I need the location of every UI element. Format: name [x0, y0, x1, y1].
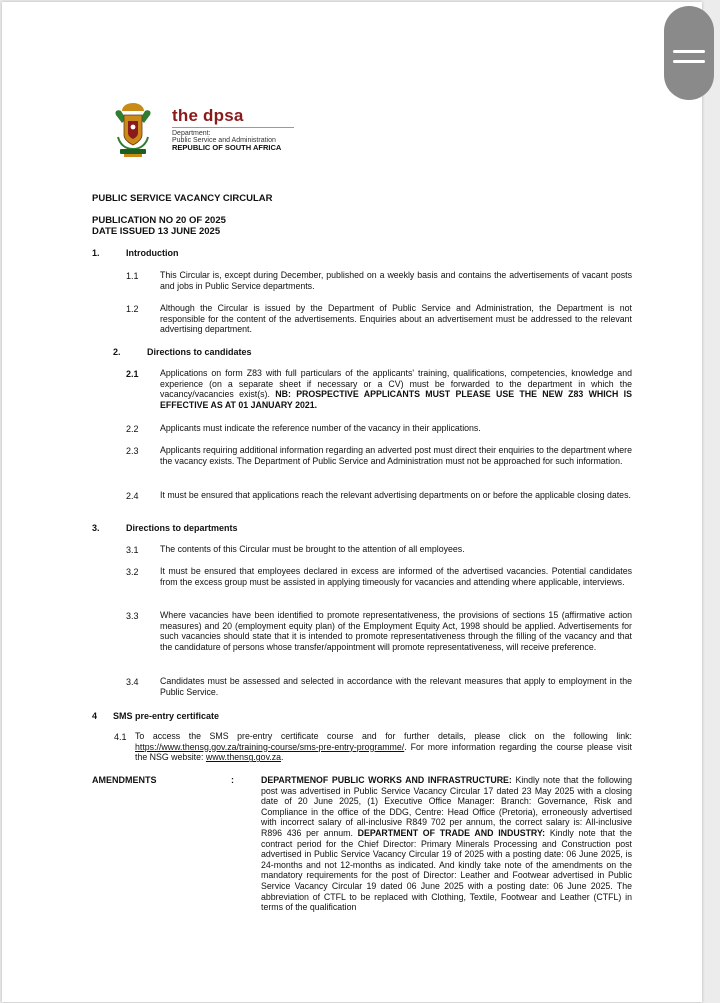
item-number: 2.3 — [126, 446, 139, 456]
amendments-label: AMENDMENTS — [92, 775, 157, 785]
menu-icon — [673, 50, 705, 53]
item-text: It must be ensured that applications reach the relevant advertising departments on or before the applicable closing dates. — [160, 490, 631, 500]
item-text: Applicants requiring additional information regarding an adverted post must direct their enquiries to the department where the vacancy exists. The Department of Public Service and Administration must not be approached for such information. — [160, 445, 632, 466]
item-text: Candidates must be assessed and selected in accordance with the relevant measures that apply to employment in the Public Service. — [160, 676, 632, 697]
section-3-title: Directions to departments — [126, 523, 238, 533]
date-issued: DATE ISSUED 13 JUNE 2025 — [92, 226, 221, 237]
amendments-text: DEPARTMENOF PUBLIC WORKS AND INFRASTRUCTURE: Kindly note that the following post was advertised in Public Service Vacancy Circular 17 dated 23 May 2025 with a closing date of 20 June 2025, (1) Executive Office Manager: Branch: Governance, Risk and Compliance in the office of the DDG, Centre: Head Office (Pretoria), erroneously advertised with incorrect salary of all-inclusive R849 702 per annum, the correct salary is: All-inclusive R896 436 per annum. DEPARTMENT OF TRADE AND INDUSTRY: Kindly note that the contract period for the Chief Director: Primary Minerals Processing and Construction post advertised in Public Service Vacancy Circular 19 of 2025 with a posting date: 06 June 2025, is 24-months and not 12-months as indicated. And kindly take note of the amendments on the mandatory requirements for the post of Director: Leather and Footwear advertised in Public Service Vacancy Circular 19 dated 06 June 2025 with a posting date: 06 June 2025. The abbreviation of CTFL to be replaced with Clothing, Textile, Footwear and Leather (CTFL) in terms of the qualification — [261, 775, 632, 913]
section-4-title: SMS pre-entry certificate — [113, 711, 220, 721]
item-number: 3.2 — [126, 567, 139, 577]
section-1-number: 1. — [92, 248, 100, 258]
brand-divider — [172, 127, 294, 128]
item-text: It must be ensured that employees declared in excess are informed of the advertised vacancies. Potential candidates from the excess group must be assisted in applying timeously for vacancies and attending where applicable, interviews. — [160, 566, 632, 587]
section-1-title: Introduction — [126, 248, 179, 258]
item-text: Applicants must indicate the reference number of the vacancy in their applications. — [160, 423, 481, 433]
amendments-colon: : — [231, 775, 234, 785]
section-2-number: 2. — [113, 347, 121, 357]
item-text: To access the SMS pre-entry certificate course and for further details, please click on the following link: https://www.thensg.gov.za/training-course/sms-pre-entry-programme/. For more information regarding the course please visit the NSG website: www.thensg.gov.za. — [135, 731, 632, 763]
document-page — [2, 2, 702, 1002]
item-number: 1.2 — [126, 304, 139, 314]
item-number: 4.1 — [114, 732, 127, 742]
coat-of-arms-logo — [112, 101, 154, 159]
dept-line-1: Department: — [172, 130, 211, 137]
item-text: Where vacancies have been identified to promote representativeness, the provisions of sections 15 (affirmative action measures) and 20 (employment equity plan) of the Employment Equity Act, 1998 should be applied. Advertisements for such vacancies should state that it is intended to promote representativeness through the filling of the vacancy and that the candidature of persons whose transfer/appointment will promote representativeness, will receive preference. — [160, 610, 632, 652]
section-3-number: 3. — [92, 523, 100, 533]
item-number: 2.2 — [126, 424, 139, 434]
menu-icon-line — [673, 60, 705, 63]
circular-title: PUBLIC SERVICE VACANCY CIRCULAR — [92, 193, 273, 204]
nsg-website-link[interactable]: www.thensg.gov.za — [205, 752, 282, 763]
item-number: 1.1 — [126, 271, 139, 281]
item-text: Although the Circular is issued by the Department of Public Service and Administration, the Department is not responsible for the content of the advertisements. Enquiries about an advertisement must be addressed to the relevant advertising department. — [160, 303, 632, 335]
item-text: This Circular is, except during December, published on a weekly basis and contains the advertisements of vacant posts and jobs in Public Service departments. — [160, 270, 632, 291]
menu-button[interactable] — [664, 6, 714, 100]
section-4-number: 4 — [92, 711, 98, 721]
publication-number: PUBLICATION NO 20 OF 2025 — [92, 215, 226, 226]
item-number: 3.1 — [126, 545, 139, 555]
item-text: The contents of this Circular must be brought to the attention of all employees. — [160, 544, 465, 554]
sms-course-link[interactable]: https://www.thensg.gov.za/training-course/sms-pre-entry-programme/ — [135, 741, 405, 752]
item-number: 2.1 — [126, 369, 139, 379]
item-text: Applications on form Z83 with full particulars of the applicants' training, qualifications, competencies, knowledge and experience (on a separate sheet if necessary or a CV) must be forwarded to the department in which the vacancy/vacancies exist(s). NB: PROSPECTIVE APPLICANTS MUST PLEASE USE THE NEW Z83 WHICH IS EFFECTIVE AS AT 01 JANUARY 2021. — [160, 368, 632, 410]
brand-name: the dpsa — [172, 106, 244, 125]
section-2-title: Directions to candidates — [147, 347, 252, 357]
item-number: 2.4 — [126, 491, 139, 501]
item-number: 3.3 — [126, 611, 139, 621]
item-number: 3.4 — [126, 677, 139, 687]
dept-line-2: Public Service and Administration — [172, 137, 276, 144]
dept-line-3: REPUBLIC OF SOUTH AFRICA — [172, 143, 282, 152]
z83-notice: NB: PROSPECTIVE APPLICANTS MUST PLEASE USE THE NEW Z83 WHICH IS EFFECTIVE AS AT 01 JANUARY 2021. — [160, 389, 632, 410]
